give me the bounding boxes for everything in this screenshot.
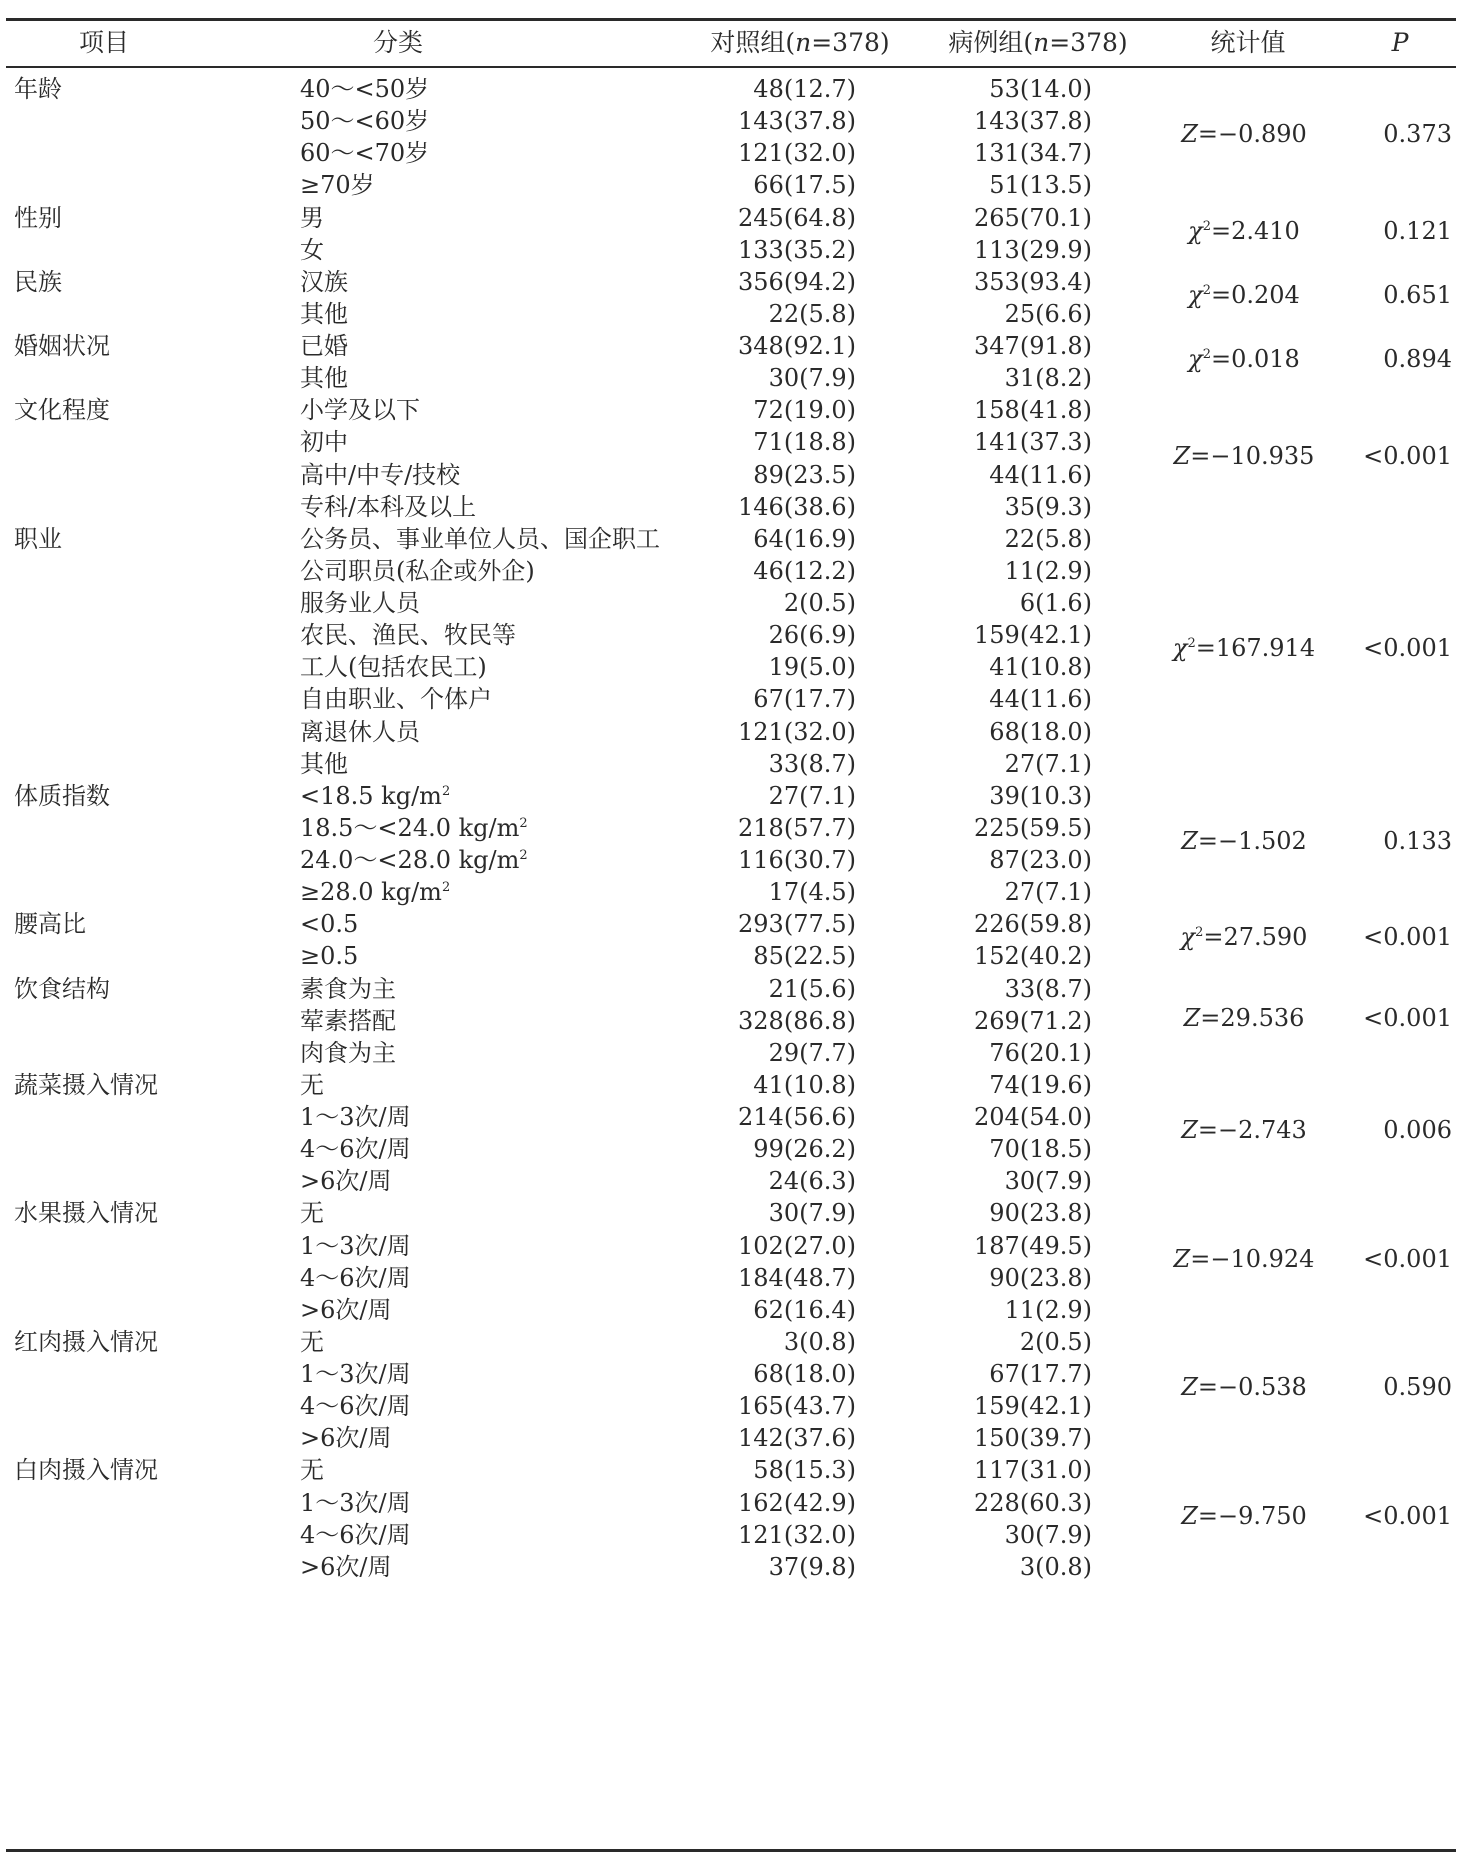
p-value-cell: <0.001	[1363, 923, 1452, 952]
item-label: 民族	[14, 267, 62, 296]
control-count-cell: 184(48.7)	[738, 1263, 856, 1292]
control-count-cell: 165(43.7)	[738, 1392, 856, 1421]
category-cell: 40～<50岁	[300, 75, 430, 103]
case-count-cell: 152(40.2)	[974, 942, 1092, 971]
statistic-cell: Z=−2.743	[1181, 1116, 1307, 1145]
control-count-cell: 143(37.8)	[738, 107, 856, 136]
control-count-cell: 72(19.0)	[753, 396, 856, 425]
case-count-cell: 3(0.8)	[1019, 1552, 1092, 1581]
case-count-cell: 6(1.6)	[1019, 589, 1092, 617]
case-count-cell: 265(70.1)	[974, 203, 1092, 232]
p-value-cell: 0.651	[1383, 280, 1452, 309]
control-count-cell: 293(77.5)	[738, 910, 856, 939]
statistic-cell: Z=−0.538	[1181, 1373, 1307, 1402]
p-value-cell: 0.373	[1383, 120, 1452, 149]
control-count-cell: 29(7.7)	[768, 1038, 856, 1067]
control-count-cell: 26(6.9)	[768, 621, 856, 650]
control-count-cell: 89(23.5)	[753, 460, 856, 489]
control-count-cell: 21(5.6)	[768, 974, 856, 1003]
control-count-cell: 85(22.5)	[753, 942, 856, 971]
case-count-cell: 27(7.1)	[1004, 878, 1092, 907]
table-bottom-rule	[6, 1849, 1456, 1852]
control-count-cell: 64(16.9)	[753, 524, 856, 553]
control-count-cell: 245(64.8)	[738, 203, 856, 232]
case-count-cell: 51(13.5)	[989, 171, 1092, 200]
control-count-cell: 67(17.7)	[753, 685, 856, 714]
case-count-cell: 74(19.6)	[989, 1070, 1092, 1099]
case-count-cell: 67(17.7)	[989, 1360, 1092, 1388]
control-count-cell: 218(57.7)	[738, 813, 856, 842]
statistic-cell: Z=−0.890	[1181, 120, 1307, 149]
p-value-cell: 0.133	[1383, 827, 1452, 855]
control-count-cell: 214(56.6)	[738, 1103, 856, 1131]
case-count-cell: 159(42.1)	[974, 621, 1092, 650]
statistic-cell: $\chi^2=0.018$	[1188, 345, 1300, 374]
control-count-cell: 68(18.0)	[753, 1360, 856, 1388]
category-cell: 荤素搭配	[300, 1006, 396, 1035]
p-value-cell: <0.001	[1363, 1003, 1452, 1032]
category-cell: >6次/周	[300, 1552, 392, 1581]
case-count-cell: 30(7.9)	[1004, 1167, 1092, 1196]
category-cell: 自由职业、个体户	[300, 685, 492, 714]
statistic-cell: Z=−10.935	[1173, 441, 1315, 470]
item-label: 性别	[14, 203, 62, 232]
category-cell: 高中/中专/技校	[300, 460, 461, 489]
category-cell: 离退休人员	[300, 717, 420, 746]
statistic-cell: Z=29.536	[1183, 1003, 1305, 1032]
category-cell: 农民、渔民、牧民等	[300, 621, 516, 650]
category-cell: 1～3次/周	[300, 1103, 411, 1131]
item-label: 蔬菜摄入情况	[14, 1070, 158, 1099]
control-count-cell: 41(10.8)	[753, 1070, 856, 1099]
category-cell: 初中	[300, 428, 348, 457]
p-value-cell: 0.121	[1383, 216, 1452, 245]
case-count-cell: 150(39.7)	[974, 1424, 1092, 1453]
category-cell: 无	[300, 1070, 324, 1099]
case-count-cell: 44(11.6)	[989, 685, 1092, 714]
case-count-cell: 131(34.7)	[974, 139, 1092, 168]
control-count-cell: 58(15.3)	[753, 1456, 856, 1485]
case-count-cell: 41(10.8)	[989, 653, 1092, 682]
category-cell: ≥28.0 $kg/m^2$	[300, 878, 451, 907]
control-count-cell: 30(7.9)	[768, 364, 856, 393]
table-header-rule	[6, 66, 1456, 68]
statistic-cell: $\chi^2=0.204$	[1188, 280, 1300, 309]
item-label: 体质指数	[14, 781, 110, 810]
item-label: 饮食结构	[14, 974, 110, 1003]
category-cell: 公司职员(私企或外企)	[300, 556, 535, 585]
case-count-cell: 44(11.6)	[989, 460, 1092, 489]
case-count-cell: 143(37.8)	[974, 107, 1092, 136]
control-count-cell: 328(86.8)	[738, 1006, 856, 1035]
category-cell: 1～3次/周	[300, 1231, 411, 1260]
category-cell: 无	[300, 1199, 324, 1228]
control-count-cell: 99(26.2)	[753, 1135, 856, 1164]
category-cell: 工人(包括农民工)	[300, 653, 487, 682]
control-count-cell: 30(7.9)	[768, 1199, 856, 1228]
category-cell: 素食为主	[300, 974, 396, 1003]
control-count-cell: 121(32.0)	[738, 139, 856, 168]
control-count-cell: 348(92.1)	[738, 332, 856, 360]
control-count-cell: 46(12.2)	[753, 556, 856, 585]
category-cell: 男	[300, 203, 324, 232]
category-cell: <0.5	[300, 910, 359, 939]
statistic-cell: Z=−10.924	[1173, 1244, 1315, 1273]
p-value-cell: <0.001	[1363, 1501, 1452, 1530]
case-count-cell: 11(2.9)	[1004, 556, 1092, 585]
control-count-cell: 162(42.9)	[738, 1488, 856, 1517]
category-cell: 其他	[300, 749, 348, 778]
category-cell: 服务业人员	[300, 589, 420, 617]
statistic-cell: Z=−9.750	[1181, 1501, 1307, 1530]
case-count-cell: 141(37.3)	[974, 428, 1092, 457]
control-count-cell: 19(5.0)	[768, 653, 856, 682]
category-cell: 小学及以下	[300, 396, 420, 425]
category-cell: 1～3次/周	[300, 1488, 411, 1517]
case-count-cell: 226(59.8)	[974, 910, 1092, 939]
header-statistic: 统计值	[1210, 28, 1286, 57]
control-count-cell: 142(37.6)	[738, 1424, 856, 1453]
case-count-cell: 158(41.8)	[974, 396, 1092, 425]
category-cell: 其他	[300, 299, 348, 328]
control-count-cell: 133(35.2)	[738, 235, 856, 264]
category-cell: 汉族	[300, 267, 348, 296]
category-cell: 女	[300, 235, 324, 264]
category-cell: 无	[300, 1456, 324, 1485]
category-cell: 其他	[300, 364, 348, 393]
item-label: 年龄	[14, 75, 62, 103]
case-count-cell: 70(18.5)	[989, 1135, 1092, 1164]
item-label: 职业	[14, 524, 62, 553]
control-count-cell: 3(0.8)	[783, 1327, 856, 1356]
control-count-cell: 146(38.6)	[738, 492, 856, 521]
statistic-cell: Z=−1.502	[1181, 827, 1307, 855]
control-count-cell: 66(17.5)	[753, 171, 856, 200]
case-count-cell: 68(18.0)	[989, 717, 1092, 746]
case-count-cell: 225(59.5)	[974, 813, 1092, 842]
case-count-cell: 35(9.3)	[1004, 492, 1092, 521]
case-count-cell: 27(7.1)	[1004, 749, 1092, 778]
control-count-cell: 27(7.1)	[768, 781, 856, 810]
category-cell: 无	[300, 1327, 324, 1356]
category-cell: 4～6次/周	[300, 1263, 411, 1292]
category-cell: 4～6次/周	[300, 1135, 411, 1164]
case-count-cell: 22(5.8)	[1004, 524, 1092, 553]
case-count-cell: 39(10.3)	[989, 781, 1092, 810]
control-count-cell: 33(8.7)	[768, 749, 856, 778]
item-label: 文化程度	[14, 396, 110, 425]
item-label: 水果摄入情况	[14, 1199, 158, 1228]
category-cell: ≥70岁	[300, 171, 375, 200]
case-count-cell: 30(7.9)	[1004, 1520, 1092, 1549]
header-p-value: P	[1391, 28, 1409, 57]
control-count-cell: 116(30.7)	[738, 846, 856, 874]
case-count-cell: 11(2.9)	[1004, 1295, 1092, 1324]
control-count-cell: 48(12.7)	[753, 75, 856, 103]
p-value-cell: <0.001	[1363, 1244, 1452, 1273]
category-cell: >6次/周	[300, 1424, 392, 1453]
category-cell: 公务员、事业单位人员、国企职工	[300, 524, 660, 553]
statistic-cell: $\chi^2=27.590$	[1180, 923, 1308, 952]
header-category: 分类	[372, 28, 423, 57]
category-cell: >6次/周	[300, 1295, 392, 1324]
case-count-cell: 31(8.2)	[1004, 364, 1092, 393]
p-value-cell: 0.006	[1383, 1116, 1452, 1145]
control-count-cell: 121(32.0)	[738, 1520, 856, 1549]
category-cell: 4～6次/周	[300, 1392, 411, 1421]
control-count-cell: 71(18.8)	[753, 428, 856, 457]
case-count-cell: 204(54.0)	[974, 1103, 1092, 1131]
control-count-cell: 17(4.5)	[768, 878, 856, 907]
item-label: 红肉摄入情况	[14, 1327, 158, 1356]
category-cell: 24.0～<28.0 $kg/m^2$	[300, 846, 528, 874]
case-count-cell: 353(93.4)	[974, 267, 1092, 296]
p-value-cell: 0.590	[1383, 1373, 1452, 1402]
statistic-cell: $\chi^2=167.914$	[1172, 634, 1316, 663]
statistic-cell: $\chi^2=2.410$	[1188, 216, 1300, 245]
case-count-cell: 87(23.0)	[989, 846, 1092, 874]
category-cell: 50～<60岁	[300, 107, 430, 136]
header-item: 项目	[78, 28, 129, 57]
category-cell: >6次/周	[300, 1167, 392, 1196]
case-count-cell: 33(8.7)	[1004, 974, 1092, 1003]
category-cell: 60～<70岁	[300, 139, 430, 168]
control-count-cell: 24(6.3)	[768, 1167, 856, 1196]
case-count-cell: 76(20.1)	[989, 1038, 1092, 1067]
item-label: 腰高比	[14, 910, 86, 939]
header-control-group: 对照组(n=378)	[710, 28, 890, 57]
control-count-cell: 2(0.5)	[783, 589, 856, 617]
case-count-cell: 228(60.3)	[974, 1488, 1092, 1517]
table-top-rule	[6, 18, 1456, 21]
item-label: 婚姻状况	[14, 332, 110, 360]
category-cell: 18.5～<24.0 $kg/m^2$	[300, 813, 528, 842]
p-value-cell: <0.001	[1363, 441, 1452, 470]
category-cell: 1～3次/周	[300, 1360, 411, 1388]
header-case-group: 病例组(n=378)	[948, 28, 1128, 57]
case-count-cell: 2(0.5)	[1019, 1327, 1092, 1356]
case-count-cell: 90(23.8)	[989, 1263, 1092, 1292]
case-count-cell: 113(29.9)	[974, 235, 1092, 264]
control-count-cell: 102(27.0)	[738, 1231, 856, 1260]
case-count-cell: 269(71.2)	[974, 1006, 1092, 1035]
category-cell: 4～6次/周	[300, 1520, 411, 1549]
case-count-cell: 347(91.8)	[974, 332, 1092, 360]
control-count-cell: 121(32.0)	[738, 717, 856, 746]
category-cell: 专科/本科及以上	[300, 492, 477, 521]
control-count-cell: 62(16.4)	[753, 1295, 856, 1324]
category-cell: <18.5 $kg/m^2$	[300, 781, 451, 810]
case-count-cell: 117(31.0)	[974, 1456, 1092, 1485]
case-count-cell: 187(49.5)	[974, 1231, 1092, 1260]
case-count-cell: 25(6.6)	[1004, 299, 1092, 328]
p-value-cell: <0.001	[1363, 634, 1452, 663]
item-label: 白肉摄入情况	[14, 1456, 158, 1485]
category-cell: 已婚	[300, 332, 348, 360]
control-count-cell: 22(5.8)	[768, 299, 856, 328]
category-cell: ≥0.5	[300, 942, 359, 971]
category-cell: 肉食为主	[300, 1038, 396, 1067]
control-count-cell: 37(9.8)	[768, 1552, 856, 1581]
p-value-cell: 0.894	[1383, 345, 1452, 374]
control-count-cell: 356(94.2)	[738, 267, 856, 296]
case-count-cell: 159(42.1)	[974, 1392, 1092, 1421]
case-count-cell: 90(23.8)	[989, 1199, 1092, 1228]
case-count-cell: 53(14.0)	[989, 75, 1092, 103]
